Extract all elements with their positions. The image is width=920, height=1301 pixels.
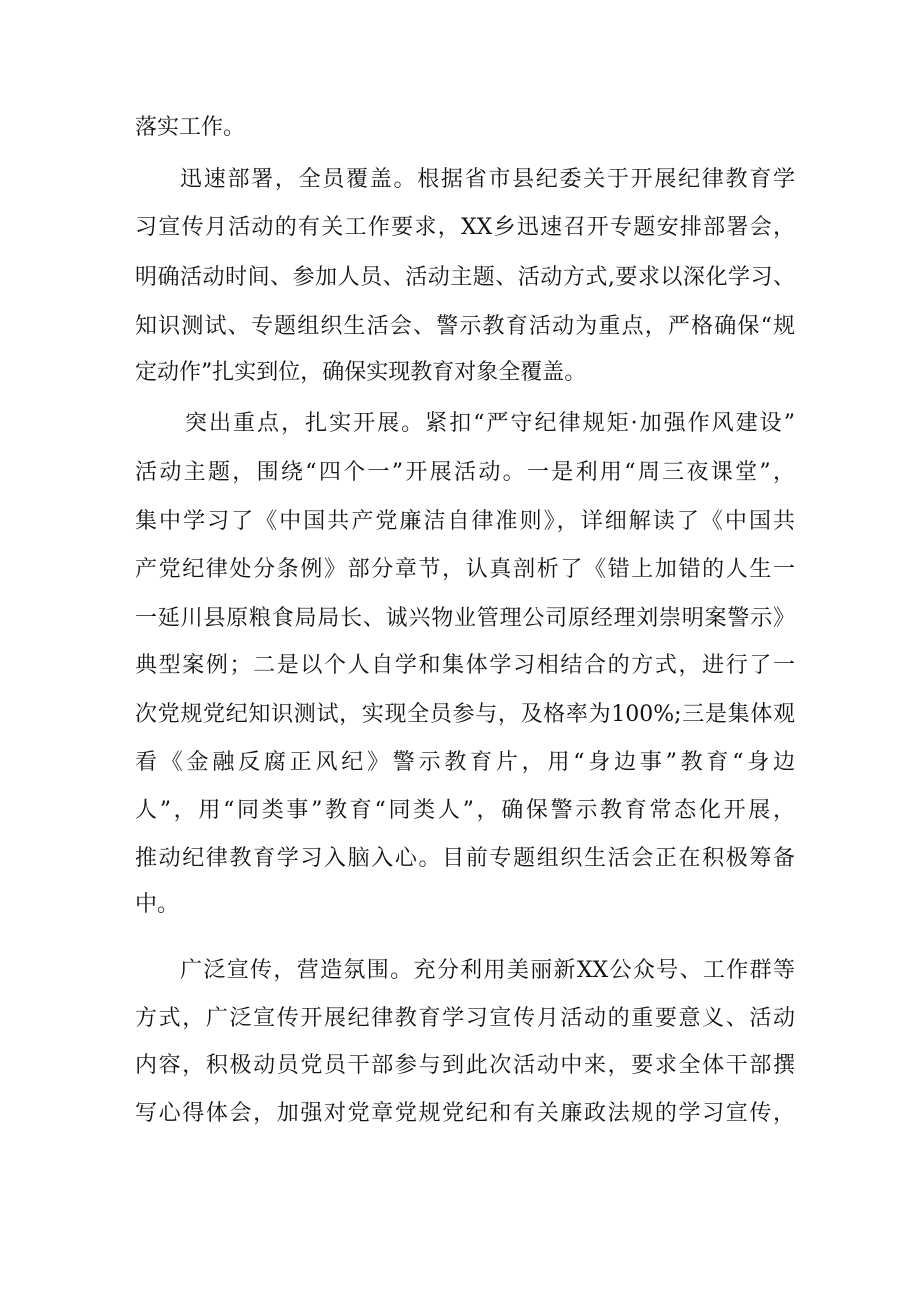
paragraph-first-line: 迅速部署，全员覆盖。根据省市县纪委关于开展纪律教育学 (180, 167, 795, 192)
text-line: 知识测试、专题组织生活会、警示教育活动为重点，严格确保“规 (135, 314, 795, 339)
text-line: 集中学习了《中国共产党廉洁自律准则》，详细解读了《中国共 (135, 509, 795, 534)
text-line: 次党规党纪知识测试，实现全员参与，及格率为100%;三是集体观 (135, 702, 795, 727)
text-line: 写心得体会，加强对党章党规党纪和有关廉政法规的学习宣传， (135, 1101, 795, 1126)
text-line: 方式，广泛宣传开展纪律教育学习宣传月活动的重要意义、活动 (135, 1006, 795, 1031)
paragraph-first-line: 广泛宣传，营造氛围。充分利用美丽新XX公众号、工作群等 (180, 958, 795, 983)
paragraph-first-line: 突出重点，扎实开展。紧扣“严守纪律规矩·加强作风建设” (185, 411, 795, 436)
text-line: 典型案例；二是以个人自学和集体学习相结合的方式，进行了一 (135, 653, 795, 678)
text-line: 内容，积极动员党员干部参与到此次活动中来，要求全体干部撰 (135, 1053, 795, 1078)
text-line: 明确活动时间、参加人员、活动主题、活动方式,要求以深化学习、 (135, 265, 795, 290)
text-line: 中。 (135, 892, 180, 917)
text-line: 活动主题，围绕“四个一”开展活动。一是利用“周三夜课堂”， (135, 460, 795, 485)
text-line: 一延川县原粮食局局长、诚兴物业管理公司原经理刘崇明案警示》 (135, 606, 795, 631)
text-line: 产党纪律处分条例》部分章节，认真剖析了《错上加错的人生一 (135, 557, 795, 582)
text-line: 推动纪律教育学习入脑入心。目前专题组织生活会正在积极筹备 (135, 846, 795, 871)
text-line: 落实工作。 (135, 115, 246, 140)
text-line: 定动作”扎实到位，确保实现教育对象全覆盖。 (135, 360, 587, 385)
text-line: 看《金融反腐正风纪》警示教育片，用“身边事”教育“身边 (135, 750, 795, 775)
text-line: 习宣传月活动的有关工作要求，XX乡迅速召开专题安排部署会， (135, 215, 795, 240)
text-line: 人”，用“同类事”教育“同类人”，确保警示教育常态化开展， (135, 798, 795, 823)
